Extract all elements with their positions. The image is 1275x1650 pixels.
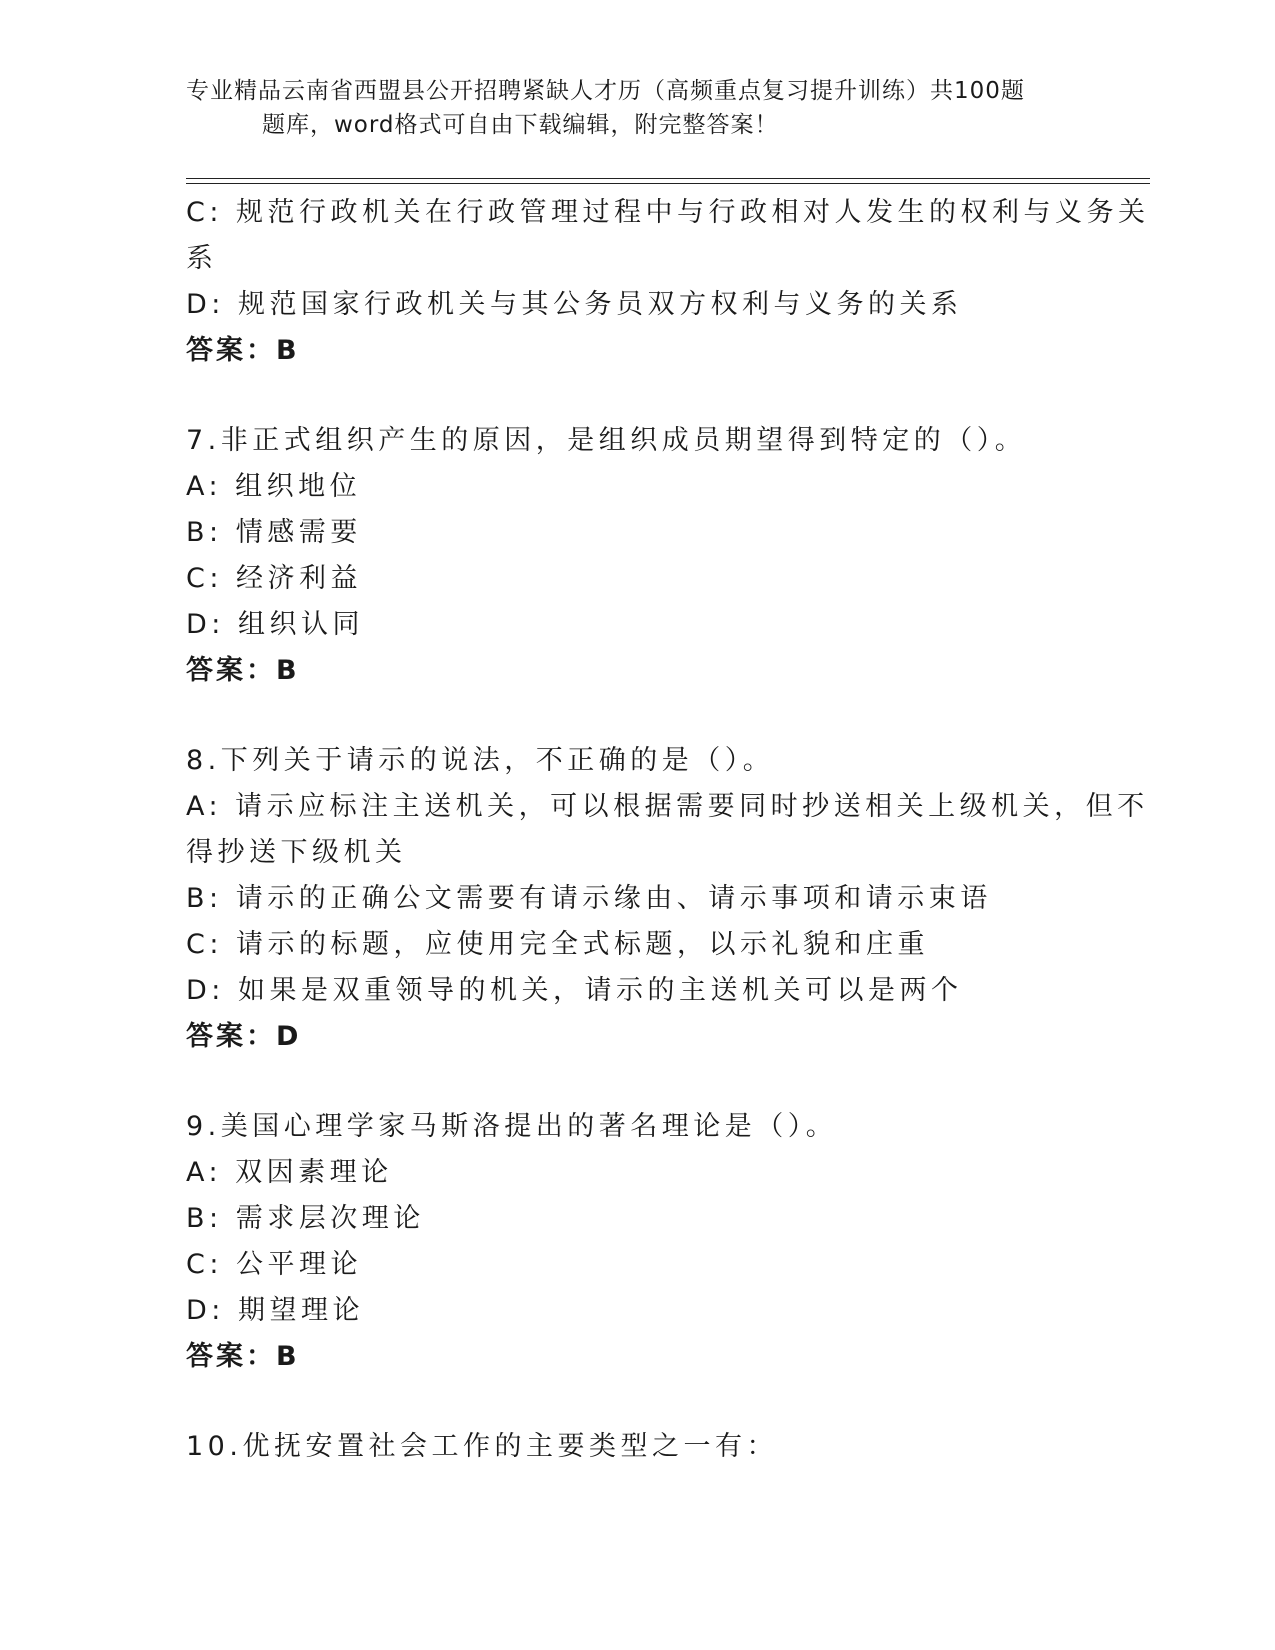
- option-line: A: 请示应标注主送机关，可以根据需要同时抄送相关上级机关，但不: [186, 791, 1149, 822]
- question-block: [186, 1104, 1086, 1380]
- spacer: [186, 1060, 1086, 1104]
- question-block: [186, 190, 1150, 374]
- question-block: [186, 738, 1149, 1060]
- option-line: D: 期望理论: [186, 1295, 364, 1326]
- question-stem: 7.非正式组织产生的原因，是组织成员期望得到特定的（）。: [186, 425, 1027, 456]
- header-title-line-2: 题库，word格式可自由下载编辑，附完整答案！: [262, 112, 779, 138]
- answer-line: 答案：D: [186, 1021, 302, 1052]
- question-stem: 10.优抚安置社会工作的主要类型之一有：: [186, 1431, 778, 1462]
- option-line: 系: [186, 243, 218, 274]
- answer-line: 答案：B: [186, 335, 300, 366]
- option-line: C: 公平理论: [186, 1249, 363, 1280]
- option-line: B: 需求层次理论: [186, 1203, 425, 1234]
- option-line: C: 请示的标题，应使用完全式标题，以示礼貌和庄重: [186, 929, 930, 960]
- option-line: C: 规范行政机关在行政管理过程中与行政相对人发生的权利与义务关: [186, 197, 1150, 228]
- question-block: [186, 1424, 1086, 1470]
- spacer: [186, 374, 1086, 418]
- question-content: [186, 190, 1150, 1470]
- spacer: [186, 694, 1086, 738]
- option-line: A: 双因素理论: [186, 1157, 393, 1188]
- option-line: D: 组织认同: [186, 609, 364, 640]
- option-line: B: 请示的正确公文需要有请示缘由、请示事项和请示束语: [186, 883, 992, 914]
- header-title-line-1: 专业精品云南省西盟县公开招聘紧缺人才历（高频重点复习提升训练）共100题: [186, 78, 1025, 104]
- spacer: [186, 1380, 1086, 1424]
- option-line: A: 组织地位: [186, 471, 362, 502]
- option-line: B: 情感需要: [186, 517, 362, 548]
- document-header: [186, 74, 1066, 142]
- header-rule-bottom: [186, 183, 1150, 184]
- question-stem: 9.美国心理学家马斯洛提出的著名理论是（）。: [186, 1111, 838, 1142]
- option-line: 得抄送下级机关: [186, 837, 407, 868]
- option-line: D: 规范国家行政机关与其公务员双方权利与义务的关系: [186, 289, 963, 320]
- question-stem: 8.下列关于请示的说法，不正确的是（）。: [186, 745, 775, 776]
- answer-line: 答案：B: [186, 655, 300, 686]
- option-line: C: 经济利益: [186, 563, 363, 594]
- header-rule-top: [186, 178, 1150, 179]
- question-block: [186, 418, 1086, 694]
- option-line: D: 如果是双重领导的机关，请示的主送机关可以是两个: [186, 975, 963, 1006]
- answer-line: 答案：B: [186, 1341, 300, 1372]
